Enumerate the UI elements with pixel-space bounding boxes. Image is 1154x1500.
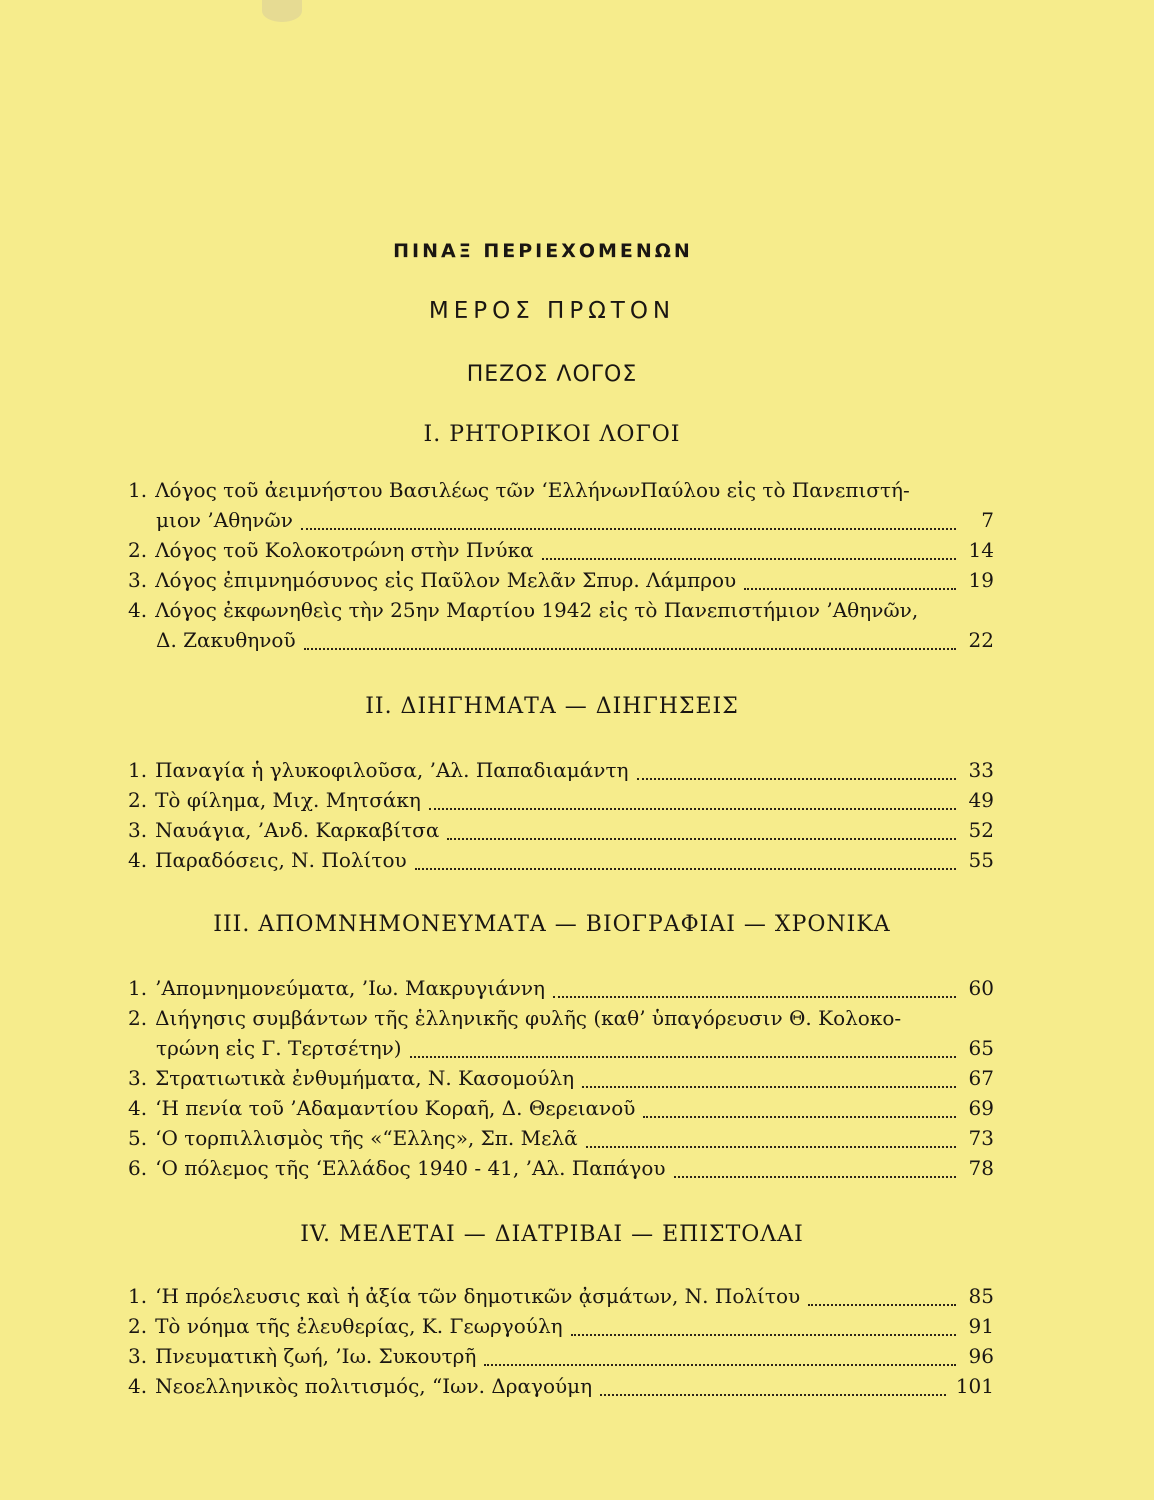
entry-page: 73 [968, 1126, 994, 1150]
entry-text: Ναυάγια, ’Ανδ. Καρκαβίτσα [155, 818, 440, 842]
entry-page: 49 [968, 788, 994, 812]
entry-page: 7 [981, 508, 994, 532]
dot-leader [447, 834, 956, 840]
entry-text: Λόγος ἐπιμνημόσυνος εἰς Παῦλον Μελᾶν Σπυρ. Λάμπρου [155, 568, 737, 592]
entry-number: 3. [128, 1344, 148, 1368]
entry-text: Πνευματικὴ ζωή, ’Ιω. Συκουτρῆ [155, 1344, 477, 1368]
dot-leader [674, 1172, 956, 1178]
dot-leader [304, 644, 956, 650]
entry-page: 19 [968, 568, 994, 592]
dot-leader [582, 1082, 956, 1088]
entry-text: Παραδόσεις, Ν. Πολίτου [155, 848, 407, 872]
toc-entry-1-4 [128, 598, 994, 622]
entry-number: 1. [128, 976, 148, 1000]
entry-number: 5. [128, 1126, 148, 1150]
entry-number: 2. [128, 788, 148, 812]
entry-number: 3. [128, 1066, 148, 1090]
toc-entry-4-4 [128, 1374, 994, 1402]
section-heading-2: II. ΔΙΗΓΗΜΑΤΑ — ΔΙΗΓΗΣΕΙΣ [365, 694, 739, 719]
entry-text: Τὸ φίλημα, Μιχ. Μητσάκη [155, 788, 421, 812]
entry-number: 2. [128, 538, 148, 562]
entry-page: 78 [968, 1156, 994, 1180]
entry-text: ‘Ο τορπιλλισμὸς τῆς «“Ελλης», Σπ. Μελᾶ [155, 1126, 578, 1150]
toc-entry-3-6 [128, 1156, 994, 1184]
toc-entry-4-1 [128, 1284, 994, 1312]
entry-page: 91 [968, 1314, 994, 1338]
toc-entry-2-3 [128, 818, 994, 846]
dot-leader [637, 774, 956, 780]
toc-entry-1-4-cont [156, 628, 994, 656]
entry-text: ‘Η πενία τοῦ ’Αδαμαντίου Κοραῆ, Δ. Θερειανοῦ [155, 1096, 636, 1120]
entry-page: 67 [968, 1066, 994, 1090]
entry-page: 14 [968, 538, 994, 562]
dot-leader [415, 864, 956, 870]
dot-leader [542, 554, 956, 560]
toc-entry-2-1 [128, 758, 994, 786]
toc-entry-4-3 [128, 1344, 994, 1372]
subpart-title: ΠΕΖΟΣ ΛΟΓΟΣ [466, 362, 638, 387]
dot-leader [571, 1330, 956, 1336]
dot-leader [429, 804, 956, 810]
entry-number: 1. [128, 758, 148, 782]
entry-page: 85 [968, 1284, 994, 1308]
entry-page: 101 [955, 1374, 994, 1398]
dot-leader [484, 1360, 956, 1366]
section-heading-3: III. ΑΠΟΜΝΗΜΟΝΕΥΜΑΤΑ — ΒΙΟΓΡΑΦΙΑΙ — ΧΡΟΝΙΚΑ [213, 912, 891, 937]
entry-page: 69 [968, 1096, 994, 1120]
entry-number: 4. [128, 1096, 148, 1120]
dot-leader [410, 1052, 956, 1058]
entry-text-line2: τρώνη εἰς Γ. Τερτσέτην) [156, 1036, 402, 1060]
entry-number: 1. [128, 478, 148, 502]
entry-number: 3. [128, 818, 148, 842]
entry-text: ‘Ο πόλεμος τῆς ‘Ελλάδος 1940 - 41, ’Αλ. Παπάγου [155, 1156, 666, 1180]
toc-entry-3-2-cont [156, 1036, 994, 1064]
entry-page: 60 [968, 976, 994, 1000]
toc-entry-3-5 [128, 1126, 994, 1154]
toc-entry-3-4 [128, 1096, 994, 1124]
entry-text: Παναγία ἡ γλυκοφιλοῦσα, ’Αλ. Παπαδιαμάντη [155, 758, 629, 782]
entry-text: Στρατιωτικὰ ἐνθυμήματα, Ν. Κασομούλη [155, 1066, 575, 1090]
entry-page: 55 [968, 848, 994, 872]
entry-text-line2: Δ. Ζακυθηνοῦ [156, 628, 296, 652]
toc-entry-2-4 [128, 848, 994, 876]
dot-leader [301, 524, 956, 530]
entry-page: 22 [968, 628, 994, 652]
entry-text-line1: Λόγος τοῦ ἀειμνήστου Βασιλέως τῶν ‘ΕλλήνωνΠαύλου εἰς τὸ Πανεπιστή- [155, 478, 910, 502]
entry-text: Τὸ νόημα τῆς ἐλευθερίας, Κ. Γεωργούλη [155, 1314, 563, 1338]
toc-entry-3-1 [128, 976, 994, 1004]
dot-leader [808, 1300, 956, 1306]
part-title: ΜΕΡΟΣ ΠΡΩΤΟΝ [428, 298, 676, 324]
entry-text: Λόγος τοῦ Κολοκοτρώνη στὴν Πνύκα [155, 538, 534, 562]
entry-text: ’Απομνημονεύματα, ’Ιω. Μακρυγιάννη [155, 976, 546, 1000]
toc-entry-1-1-cont [156, 508, 994, 536]
dot-leader [643, 1112, 956, 1118]
entry-number: 1. [128, 1284, 148, 1308]
toc-entry-1-2 [128, 538, 994, 566]
dot-leader [586, 1142, 956, 1148]
entry-number: 6. [128, 1156, 148, 1180]
entry-number: 2. [128, 1314, 148, 1338]
entry-page: 65 [968, 1036, 994, 1060]
toc-entry-4-2 [128, 1314, 994, 1342]
entry-text: ‘Η πρόελευσις καὶ ἡ ἀξία τῶν δημοτικῶν ᾀσμάτων, Ν. Πολίτου [155, 1284, 801, 1308]
page-title: ΠΙΝΑΞ ΠΕΡΙΕΧΟΜΕΝΩΝ [393, 240, 693, 262]
dot-leader [600, 1390, 946, 1396]
page-stain [262, 0, 302, 22]
entry-text-line2: μιον ’Αθηνῶν [156, 508, 293, 532]
toc-entry-3-2 [128, 1006, 994, 1030]
entry-text-line1: Διήγησις συμβάντων τῆς ἑλληνικῆς φυλῆς (καθ’ ὑπαγόρευσιν Θ. Κολοκο- [155, 1006, 902, 1030]
entry-page: 33 [968, 758, 994, 782]
entry-page: 52 [968, 818, 994, 842]
dot-leader [553, 992, 956, 998]
section-heading-4: IV. ΜΕΛΕΤΑΙ — ΔΙΑΤΡΙΒΑΙ — ΕΠΙΣΤΟΛΑΙ [300, 1222, 804, 1247]
entry-number: 2. [128, 1006, 148, 1030]
entry-number: 3. [128, 568, 148, 592]
entry-number: 4. [128, 1374, 148, 1398]
entry-text: Νεοελληνικὸς πολιτισμός, “Ιων. Δραγούμη [155, 1374, 593, 1398]
entry-number: 4. [128, 848, 148, 872]
entry-number: 4. [128, 598, 148, 622]
toc-entry-2-2 [128, 788, 994, 816]
entry-page: 96 [968, 1344, 994, 1368]
entry-text-line1: Λόγος ἐκφωνηθεὶς τὴν 25ην Μαρτίου 1942 εἰς τὸ Πανεπιστήμιον ’Αθηνῶν, [155, 598, 919, 622]
section-heading-1: I. ΡΗΤΟΡΙΚΟΙ ΛΟΓΟΙ [423, 422, 681, 447]
toc-entry-1-1 [128, 478, 994, 502]
dot-leader [744, 584, 956, 590]
toc-entry-1-3 [128, 568, 994, 596]
toc-entry-3-3 [128, 1066, 994, 1094]
